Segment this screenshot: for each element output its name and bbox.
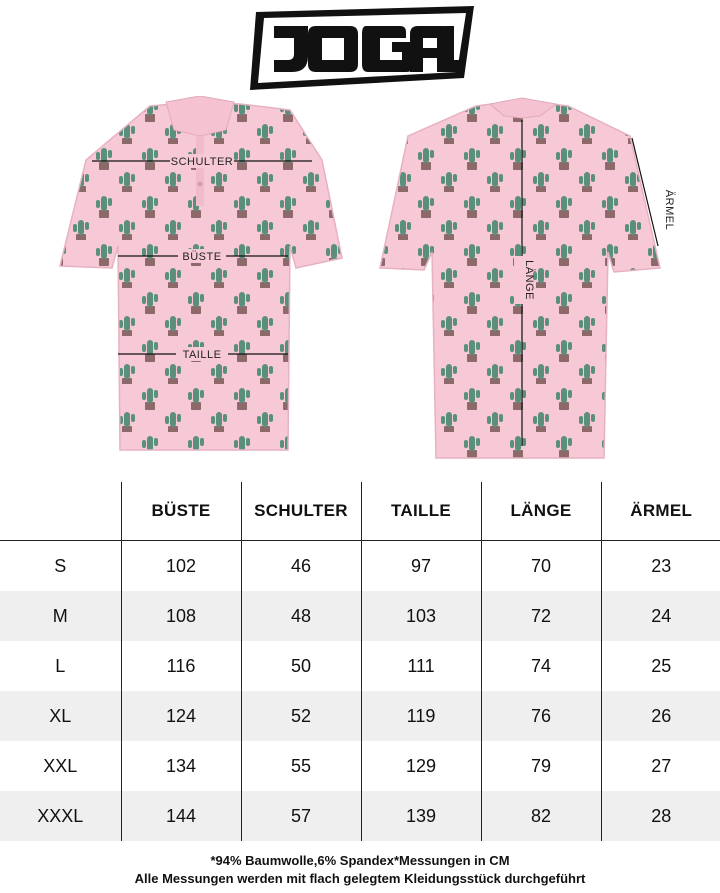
table-row: [0, 591, 720, 641]
cell-laenge: 79: [481, 741, 601, 791]
table-row: [0, 691, 720, 741]
cell-aermel: 27: [601, 741, 720, 791]
cell-aermel: 23: [601, 541, 720, 592]
size-table: [0, 482, 720, 841]
shirt-illustration: [0, 96, 720, 472]
table-row: [0, 791, 720, 841]
brand-logo: [238, 4, 482, 96]
header-aermel: ÄRMEL: [601, 482, 720, 541]
cell-schulter: 57: [241, 791, 361, 841]
cell-bueste: 102: [121, 541, 241, 592]
label-bueste: BÜSTE: [182, 251, 222, 263]
footer-notes: [0, 852, 720, 888]
cell-aermel: 24: [601, 591, 720, 641]
label-aermel: ÄRMEL: [663, 189, 675, 231]
cell-laenge: 72: [481, 591, 601, 641]
footer-measure-note: Alle Messungen werden mit flach gelegtem Kleidungsstück durchgeführt: [134, 871, 586, 886]
table-header-row: [0, 482, 720, 541]
cell-schulter: 55: [241, 741, 361, 791]
header-bueste: BÜSTE: [121, 482, 241, 541]
cell-bueste: 116: [121, 641, 241, 691]
cell-aermel: 25: [601, 641, 720, 691]
cell-aermel: 28: [601, 791, 720, 841]
cell-taille: 111: [361, 641, 481, 691]
label-schulter: SCHULTER: [170, 156, 234, 168]
table-row: [0, 541, 720, 592]
header-taille: TAILLE: [361, 482, 481, 541]
cell-bueste: 144: [121, 791, 241, 841]
cell-laenge: 74: [481, 641, 601, 691]
cell-bueste: 108: [121, 591, 241, 641]
cell-laenge: 82: [481, 791, 601, 841]
cell-taille: 139: [361, 791, 481, 841]
cell-schulter: 46: [241, 541, 361, 592]
cell-schulter: 48: [241, 591, 361, 641]
label-taille: TAILLE: [182, 349, 222, 361]
table-row: [0, 741, 720, 791]
label-laenge: LÄNGE: [523, 260, 535, 300]
header-size: [0, 482, 121, 541]
cell-aermel: 26: [601, 691, 720, 741]
front-shirt: [60, 96, 342, 450]
cell-laenge: 76: [481, 691, 601, 741]
cell-laenge: 70: [481, 541, 601, 592]
cell-bueste: 134: [121, 741, 241, 791]
cell-schulter: 52: [241, 691, 361, 741]
footer-material-note: *94% Baumwolle,6% Spandex*Messungen in CM: [210, 853, 510, 868]
cell-size: XL: [0, 691, 121, 741]
cell-size: L: [55, 655, 66, 676]
table-row: [0, 641, 720, 691]
back-shirt: [380, 98, 675, 458]
header-schulter: SCHULTER: [241, 482, 361, 541]
cell-size: XXL: [43, 755, 78, 776]
cell-size: XXXL: [0, 791, 121, 841]
cell-taille: 103: [361, 591, 481, 641]
cell-schulter: 50: [241, 641, 361, 691]
header-laenge: LÄNGE: [481, 482, 601, 541]
cell-size: M: [0, 591, 121, 641]
cell-size: S: [54, 555, 67, 576]
cell-bueste: 124: [121, 691, 241, 741]
cell-taille: 119: [361, 691, 481, 741]
cell-taille: 129: [361, 741, 481, 791]
cell-taille: 97: [361, 541, 481, 592]
